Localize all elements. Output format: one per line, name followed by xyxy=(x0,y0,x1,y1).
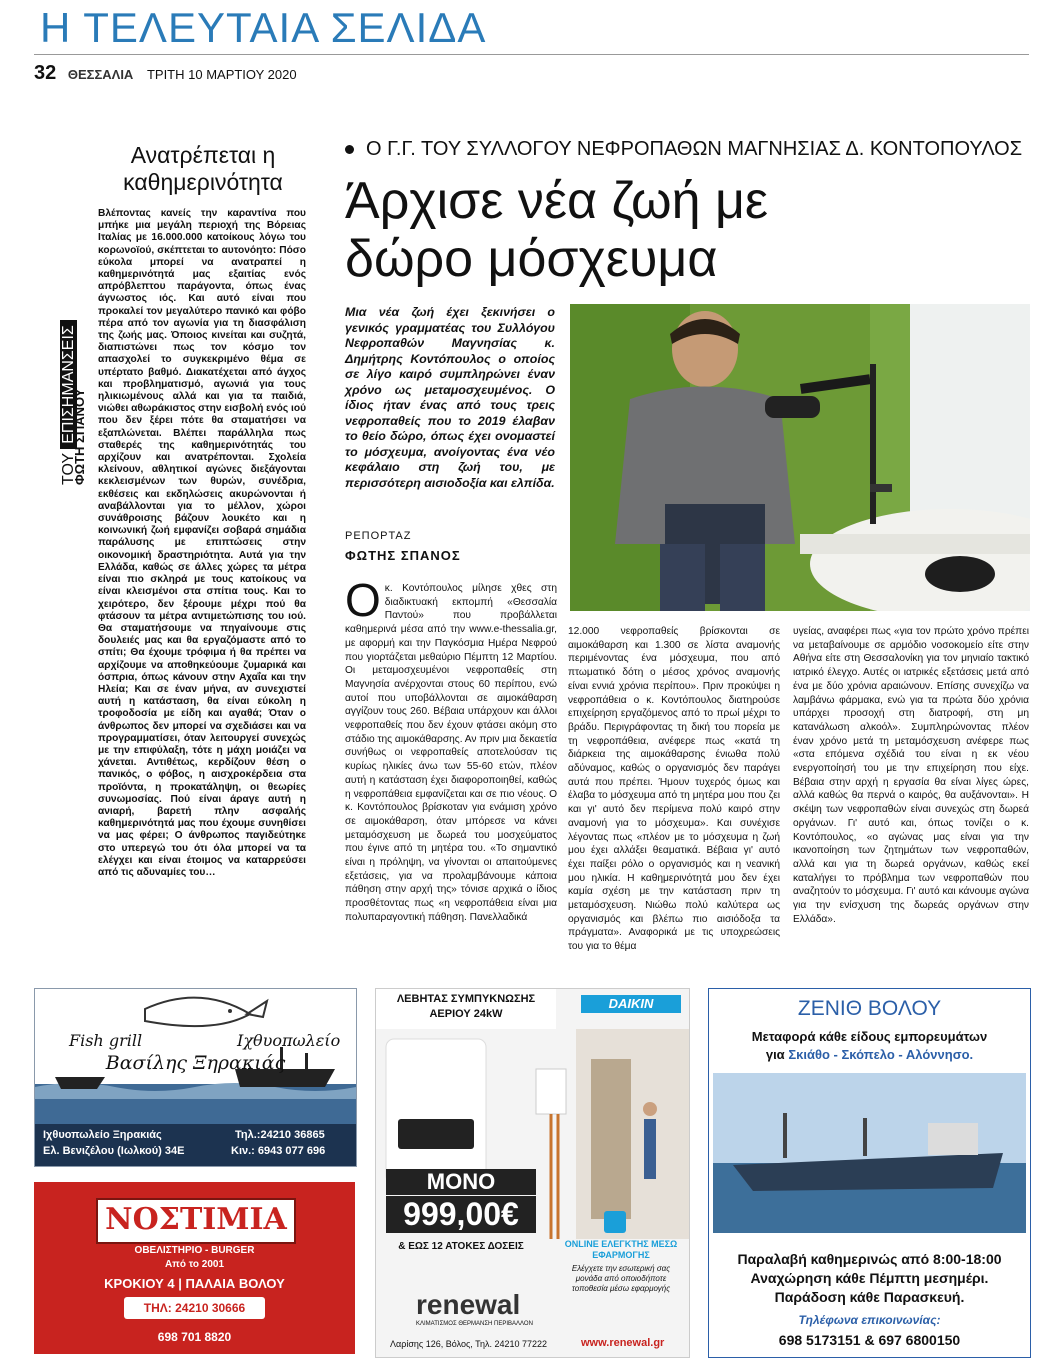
column-title: Ανατρέπεται η καθημερινότητα xyxy=(123,142,283,195)
series-prefix: ΤΟΥ xyxy=(60,453,77,485)
ad-renewal-logo: renewal xyxy=(416,1289,521,1320)
ad-daikin-brand: DAIKIN xyxy=(608,996,654,1011)
body-column-3: υγείας, αναφέρει πως «για τον πρώτο χρόνο πρέπει να μεταβαίνουμε σε αρμόδιο νοσοκομείο είτε στην Αθήνα είτε στη Θεσσαλονίκη για τον μηνιαίο τακτικό ιατρικό έλεγχο. Αυτές οι ιατρικές εξετάσεις μετά από ένα με δύο χρόνια αραιώνουν. Επίσης συνεχίζω να λαμβάνω φάρμακα, ενώ για τα πρώτα δύο χρόνια υπάρχει προσοχή στη διατροφή, στη μη κατανάλωση αλκοόλ». Συμπληρώνοντας πλέον έναν χρόνο μετά τη μεταμόσχευση ανέφερε πως «στα επόμενα σχέδιά του είναι η εκ νέου ενεργοποίησή του με την επιχείρηση που είχε. Βέβαια στην αρχή η εργασία θα είναι λίγες ώρες, αλλά καθώς θα περνά ο καιρός, θα αυξάνονται». Η σκέψη των νεφροπαθών είναι συνεχώς στη δωρεά οργάνων. Γι' αυτό και, όπως τονίζει ο κ. Κοντόπουλος, «ο αγώνας μας είναι για την ικανοποίηση των ζητημάτων των νεφροπαθών, αλλά και για τη δωρεά οργάνων, καθώς εκεί καταλήγει το πρόβλημα των νεφροπαθών που αναζητούν το μόσχευμα. Γι' αυτό και κάνουμε αγώνα για την ενίσχυση της δωρεάς οργάνων στην Ελλάδα». xyxy=(793,626,1029,925)
ad-zenith-title: ΖΕΝΙΘ ΒΟΛΟΥ xyxy=(797,997,942,1020)
column-vertical-label xyxy=(42,210,92,490)
section-title: Η ΤΕΛΕΥΤΑΙΑ ΣΕΛΙΔΑ xyxy=(40,4,487,51)
ad-nostimia-since: Από το 2001 xyxy=(164,1259,225,1270)
dropcap: Ο xyxy=(345,574,381,626)
article-lead: Μια νέα ζωή έχει ξεκινήσει ο γενικός γραμματέας του Συλλόγου Νεφροπαθών Μαγνησίας κ. Δημήτρης Κοντόπουλος ο οποίος σε λίγο καιρό συμπληρώνει έναν χρόνο ως μεταμοσχευμένος. Ο ίδιος ήταν ένας από τους τρεις νεφροπαθείς που το 2019 έλαβαν το θείο δώρο, όπως έχει ονομαστεί το μόσχευμα, ανοίγοντας ένα νέο κεφάλαιο στη ζωή του, με περισσότερη αισιοδοξία και ελπίδα. xyxy=(345,305,555,490)
page-number: 32 xyxy=(34,62,57,84)
header-rule xyxy=(34,54,1029,55)
bullet-icon xyxy=(345,145,354,154)
ad-zenith-phones: 698 5173151 & 697 6800150 xyxy=(778,1332,961,1348)
column-text: Βλέποντας κανείς την καραντίνα που μπήκε μια μεγάλη περιοχή της Βόρειας Ιταλίας με 16.000.000 κατοίκους λόγω του κορωνοϊού, σκέπτεται το αυτονόητο: Πόσο εύκολα μπορεί να ανατραπεί η καθημερινότητά μας εξαιτίας ενός απρόβλεπτου παράγοντα, όπως ένας άγνωστος ιός. Και αυτό είναι που προκαλεί τον μεγαλύτερο πανικό και φόβο πέρα από τον αγωνία για τη διασφάλιση της ζωής μας. Όποιος κινείται και συζητά, διαπιστώνει πως τον κόσμο τον απασχολεί το συγκεκριμένο θέμα σε υπέρτατο βαθμό. Διακατέχεται από άγχος και προβληματισμό, αγωνιά για τους ηλικιωμένους αλλά και για τα παιδιά, νιώθει αθωράκιστος στην εισβολή ενός ιού που δεν ξέρει πότε θα σταματήσει να εξαπλώνεται. Βλέπει παράλληλα πως σταθερές της καθημερινότητάς του αρχίζουν και ανατρέπονται. Σχολεία κλείνουν, αθλητικοί αγώνες διεξάγονται κεκλεισμένων των θυρών, συνέδρια, εκθέσεις και εκδηλώσεις ακυρώνονται ή αναβάλλονται για το μέλλον, χώροι συνάθροισης βάζουν λουκέτο και η κοινωνική ζωή εμφανίζει σοβαρά σημάδια παράλυσης με επιπτώσεις στην οικονομική δραστηριότητα. Αυτά για την Ελλάδα, καθώς σε άλλες χώρες τα μέτρα είναι πιο σκληρά με τους κατοίκους να είναι κλεισμένοι στα σπίτια τους. Και το χειρότερο, δεν ξέρουμε μέχρι πού θα φτάσουν τα μέτρα αντιμετώπισης του ιού. Θα σταματήσουμε να πηγαίνουμε στις δουλειές μας και θα εργαζόμαστε από το σπίτι; Θα έχουμε τρόφιμα ή θα πρέπει να αρχίζουμε να αποθηκεύουμε ζυμαρικά και όσπρια, όπως κάνουν στην Αχαΐα και την Ηλεία; Και σε έναν μήνα, αν συνεχιστεί αυτή η κατάσταση, θα είναι εύκολη η τροφοδοσία με είδη και αγαθά; Όταν ο άνθρωπος δεν μπορεί να σχεδιάσει και να προγραμματίσει, όταν λειτουργεί συνεχώς με την επιφύλαξη, τότε η μάχη μοιάζει να χάνεται. Αντιθέτως, κερδίζουν θέση ο πανικός, ο φόβος, η αισχροκέρδεια στα προϊόντα, η προκατάληψη, οι θεωρίες συνωμοσίας. Πού είναι άραγε αυτή η ανιαρή, βαρετή πλην ασφαλής καθημερινότητά μας που έχουμε συνηθίσει να μας φέρει; Ο άνθρωπος παγιδεύτηκε στο υπερεγώ του ότι όλα μπορεί να τα ελέγχει και είναι έτοιμος να καταρρεύσει από τις αδυναμίες του… xyxy=(98,208,307,878)
byline-label: ΡΕΠΟΡΤΑΖ xyxy=(345,530,412,542)
ad-daikin-title2: ΑΕΡΙΟΥ 24kW xyxy=(429,1008,503,1020)
tap-icon xyxy=(604,1211,626,1233)
ad-fish-name: Βασίλης Ξηρακιάς xyxy=(105,1052,286,1074)
ad-fish-mobile: Κιν.: 6943 077 696 xyxy=(231,1145,326,1157)
brand-name: ΘΕΣΣΑΛΙΑ xyxy=(67,67,134,82)
article-headline: Άρχισε νέα ζωή με δώρο μόσχευμα xyxy=(345,172,769,288)
ad-nostimia-mobile: 698 701 8820 xyxy=(157,1330,232,1344)
article-photo xyxy=(570,304,1030,611)
issue-date: ΤΡΙΤΗ 10 ΜΑΡΤΙΟΥ 2020 xyxy=(146,67,297,82)
page-info xyxy=(34,62,297,85)
ad-daikin-price-label: ΜΟΝΟ xyxy=(386,1169,536,1195)
ad-zenith-line1: Μεταφορά κάθε είδους εμπορευμάτων xyxy=(751,1029,988,1044)
ad-daikin-online1: ONLINE ΕΛΕΓΚΤΗΣ ΜΕΣΩ xyxy=(564,1239,678,1249)
body-column-2: 12.000 νεφροπαθείς βρίσκονται σε αιμοκάθαρση και 1.300 σε λίστα αναμονής περιμένοντας ένα μόσχευμα, που από πτωματικό δότη ο μέσος χρόνος αναμονής είναι εννιά χρόνια περίπου». Πριν προκύψει η νεφροπάθεια ο κ. Κοντόπουλος διατηρούσε επιχείρηση εργαζόμενος από το πρωί μέχρι το βράδυ. Περιγράφοντας τη δική του πορεία με τη νεφροπάθεια, ανέφερε πως «κατά τη διάρκεια της αιμοκάθαρσης ένιωθα πολύ αδύναμος, καθώς ο οργανισμός δεν παράγει αυτά που πρέπει. Ήμουν τυχερός όμως και έλαβα το μόσχευμα από τη μητέρα μου που ζει και γι' αυτό δεν περίμενα πολύ καιρό στην αναμονή για το μόσχευμα». Και συνέχισε λέγοντας πως «πλέον με το μόσχευμα η ζωή μου έχει αλλάξει θεαματικά. Βέβαια γι' αυτό έχει παίξει ρόλο ο οργανισμός και η νεανική μου ηλικία. Η καθημερινότητά μου δεν έχει καμία σχέση με την κατάσταση πριν τη μεταμόσχευση. Νιώθω πολύ καλύτερα ως οργανισμός και βλέπω πιο αισιόδοξα τα πράγματα». Αναφορικά με τις υποχρεώσεις του για το θέμα xyxy=(568,626,780,953)
ad-renewal-sub: ΚΛΙΜΑΤΙΣΜΟΣ ΘΕΡΜΑΝΣΗ ΠΕΡΙΒΑΛΛΟΝ xyxy=(416,1321,533,1327)
ad-fish-address: Ελ. Βενιζέλου (Ιωλκού) 34Ε xyxy=(43,1145,185,1157)
ad-daikin-price: 999,00€ xyxy=(386,1196,536,1233)
ad-nostimia-address: ΚΡΟΚΙΟΥ 4 | ΠΑΛΑΙΑ ΒΟΛΟΥ xyxy=(104,1276,285,1291)
ad-zenith-line2: για xyxy=(765,1047,785,1062)
ad-fish-business: Ιχθυοπωλείο Ξηρακιάς xyxy=(43,1129,162,1141)
ad-fish-left: Fish grill xyxy=(69,1031,143,1050)
ad-daikin-title1: ΛΕΒΗΤΑΣ ΣΥΜΠΥΚΝΩΣΗΣ xyxy=(396,993,536,1005)
ad-fish-phone: Τηλ.:24210 36865 xyxy=(235,1129,325,1141)
ad-zenith[interactable] xyxy=(708,988,1031,1358)
body-column-1: Οκ. Κοντόπουλος μίλησε χθες στη διαδικτυακή εκπομπή «Θεσσαλία Παντού» που προβάλλεται καθημερινά μέσα από την www.e-thessalia.gr, με αφορμή και την Παγκόσμια Ημέρα Νεφρού που γιορτάζεται μεθαύριο Πέμπτη 12 Μαρτίου. Οι μεταμοσχευμένοι νεφροπαθείς στη Μαγνησία ανέρχονται στους 60 περίπου, ενώ αυτοί που υποβάλλονται σε αιμοκάθαρση αγγίζουν τους 260. Βέβαια υπάρχουν και άλλοι νεφροπαθείς που δεν έχουν φτάσει ακόμη στο στάδιο της αιμοκάθαρσης. Αν πριν μια δεκαετία συνήθως οι νεφροπαθείς αποτελούσαν τις κυρίως ηλικίες άνω των 55-60 ετών, πλέον αυτή η κατάσταση έχει διαφοροποιηθεί, καθώς η νεφροπάθεια εμφανίζεται και σε πιο νέους. Ο κ. Κοντόπουλος βρίσκοταν για ενάμιση χρόνο σε αιμοκάθαρση, όταν μπόρεσε να κάνει μεταμόσχευση με δωρεά του μοσχεύματος που έγινε από τη μητέρα του. «Το σημαντικό είναι η πρόληψη, να γίνονται οι απαιτούμενες εξετάσεις, για να προλαμβάνουμε κάποια πάθηση στην αρχή της» τόνισε αρχικά ο ίδιος προσθέτοντας πως «η νεφροπάθεια είναι μια πολυπαραγοντική πάθηση. Πανελλαδικά xyxy=(345,574,557,923)
ad-nostimia[interactable] xyxy=(34,1182,355,1354)
ad-zenith-sched1: Παραλαβή καθημερινώς από 8:00-18:00 xyxy=(737,1251,1002,1267)
ad-nostimia-phone: ΤΗΛ: 24210 30666 xyxy=(143,1301,246,1315)
byline-name: ΦΩΤΗΣ ΣΠΑΝΟΣ xyxy=(345,548,461,563)
ad-nostimia-name: ΝΟΣΤΙΜΙΑ xyxy=(105,1202,287,1237)
ad-zenith-sched2: Αναχώρηση κάθε Πέμπτη μεσημέρι. xyxy=(750,1270,989,1286)
series-label: ΕΠΙΣΗΜΑΝΣΕΙΣ xyxy=(60,320,77,449)
column-author: ΦΩΤΗ ΣΠΑΝΟΥ xyxy=(72,388,87,485)
ad-zenith-sched3: Παράδοση κάθε Παρασκευή. xyxy=(774,1289,965,1305)
ad-zenith-destinations: Σκιάθο - Σκόπελο - Αλόννησο. xyxy=(788,1047,974,1062)
ad-daikin-online2: ΕΦΑΡΜΟΓΗΣ xyxy=(592,1250,650,1260)
ad-zenith-ship-graphic xyxy=(713,1073,1026,1233)
ad-renewal-url[interactable]: www.renewal.gr xyxy=(581,1337,665,1349)
ad-daikin-installments: & ΕΩΣ 12 ΑΤΟΚΕΣ ΔΟΣΕΙΣ xyxy=(398,1241,524,1252)
ad-zenith-contact-label: Τηλέφωνα επικοινωνίας: xyxy=(798,1313,941,1327)
ad-daikin-online-text: Ελέγχετε την εσωτερική σας μονάδα από οποιοδήποτε τοποθεσία μέσω εφαρμογής xyxy=(571,1264,671,1293)
ad-fish-grill[interactable] xyxy=(34,988,357,1167)
ad-renewal-address: Λαρίσης 126, Βόλος, Τηλ. 24210 77222 xyxy=(390,1339,548,1349)
ad-daikin[interactable] xyxy=(375,988,690,1358)
ad-nostimia-subtitle: ΟΒΕΛΙΣΤΗΡΙΟ - BURGER xyxy=(134,1245,255,1256)
ad-fish-right: Ιχθυοπωλείο xyxy=(237,1031,341,1050)
article-kicker: Ο Γ.Γ. ΤΟΥ ΣΥΛΛΟΓΟΥ ΝΕΦΡΟΠΑΘΩΝ ΜΑΓΝΗΣΙΑΣ Δ. ΚΟΝΤΟΠΟΥΛΟΣ xyxy=(345,138,1022,161)
